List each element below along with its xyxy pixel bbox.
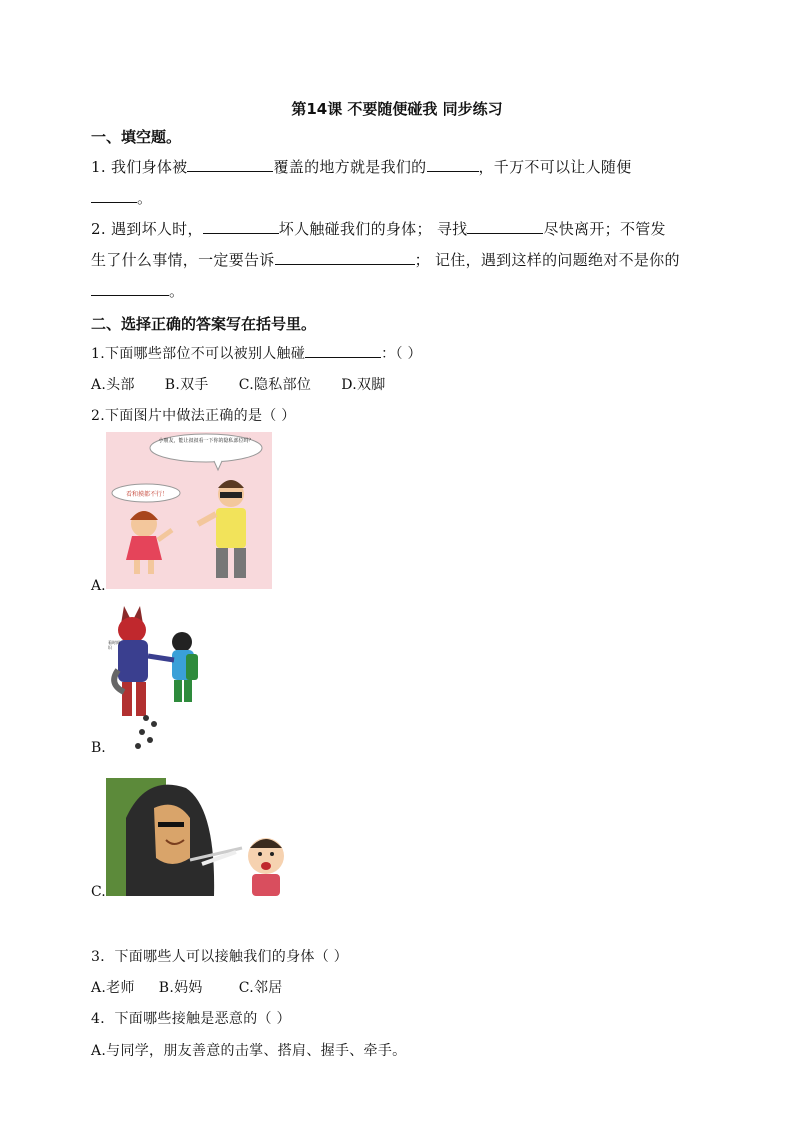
q2-blank-4[interactable]: [91, 281, 169, 296]
fill-question-1-line2: [91, 187, 152, 208]
bubble-man-text: 小朋友，能让叔叔看一下你的隐私部位吗？: [158, 438, 254, 444]
choice-question-2: 2.下面图片中做法正确的是（ ）: [91, 408, 296, 424]
cq3-option-c: C.邻居: [238, 980, 283, 996]
q2-text-6: 。: [169, 282, 185, 300]
q1-blank-2[interactable]: [427, 157, 479, 172]
q1-blank-1[interactable]: [187, 157, 273, 172]
q2-text-3: 尽快离开；不管发: [543, 220, 666, 238]
q1-blank-3[interactable]: [91, 188, 137, 203]
q2-text-2: 坏人触碰我们的身体； 寻找: [278, 220, 468, 238]
fill-question-2-line3: [91, 280, 184, 301]
choice-question-4: 4．下面哪些接触是恶意的（ ）: [91, 1011, 291, 1027]
picture-c: [106, 778, 294, 896]
picture-a-label: A.: [91, 578, 106, 594]
q2-text-5: ； 记住，遇到这样的问题绝对不是你的: [414, 251, 680, 269]
section1-heading: 一、填空题。: [91, 128, 182, 146]
q1-text-4: 。: [137, 189, 153, 207]
picture-b-label: B.: [91, 740, 106, 756]
picture-a-illustration: [106, 432, 272, 589]
picture-b-illustration: [106, 600, 206, 750]
fill-question-2-line2: [91, 249, 680, 270]
q2-blank-1[interactable]: [203, 219, 279, 234]
page-title: 第14课 不要随便碰我 同步练习: [291, 100, 503, 118]
picture-c-illustration: [106, 778, 294, 896]
cq1-blank[interactable]: [305, 343, 381, 358]
cq1-tail: ：（ ）: [381, 346, 422, 362]
choice-question-3: 3．下面哪些人可以接触我们的身体（ ）: [91, 949, 349, 965]
fill-question-2-line1: [91, 218, 666, 239]
q2-text-4: 生了什么事情，一定要告诉: [91, 251, 275, 269]
q1-text-3: ，千万不可以让人随便: [478, 158, 632, 176]
poster-text: 看时间识: [108, 640, 120, 650]
choice-question-4-option-a: A.与同学，朋友善意的击掌、搭肩、握手、牵手。: [91, 1043, 407, 1059]
q1-text-2: 覆盖的地方就是我们的: [273, 158, 427, 176]
cq1-option-a: A.头部: [91, 377, 135, 393]
cq1-option-b: B.双手: [164, 377, 209, 393]
fill-question-1-line1: [91, 156, 632, 177]
section2-heading: 二、选择正确的答案写在括号里。: [91, 315, 317, 333]
cq3-option-a: A.老师: [91, 980, 135, 996]
cq1-option-c: C.隐私部位: [238, 377, 312, 393]
picture-c-label: C.: [91, 884, 106, 900]
cq1-stem: 1.下面哪些部位不可以被别人触碰: [91, 346, 306, 362]
q1-text-1: 1. 我们身体被: [91, 158, 188, 176]
choice-question-1-options: [91, 374, 416, 394]
cq3-option-b: B.妈妈: [158, 980, 203, 996]
picture-a: [106, 432, 272, 589]
choice-question-1: [91, 343, 422, 363]
picture-b: [106, 600, 206, 750]
choice-question-3-options: [91, 977, 313, 997]
q2-text-1: 2. 遇到坏人时，: [91, 220, 203, 238]
bubble-girl-text: 看和摸都不行！: [125, 491, 168, 498]
q2-blank-3[interactable]: [275, 250, 415, 265]
cq1-option-d: D.双脚: [341, 377, 386, 393]
q2-blank-2[interactable]: [467, 219, 543, 234]
